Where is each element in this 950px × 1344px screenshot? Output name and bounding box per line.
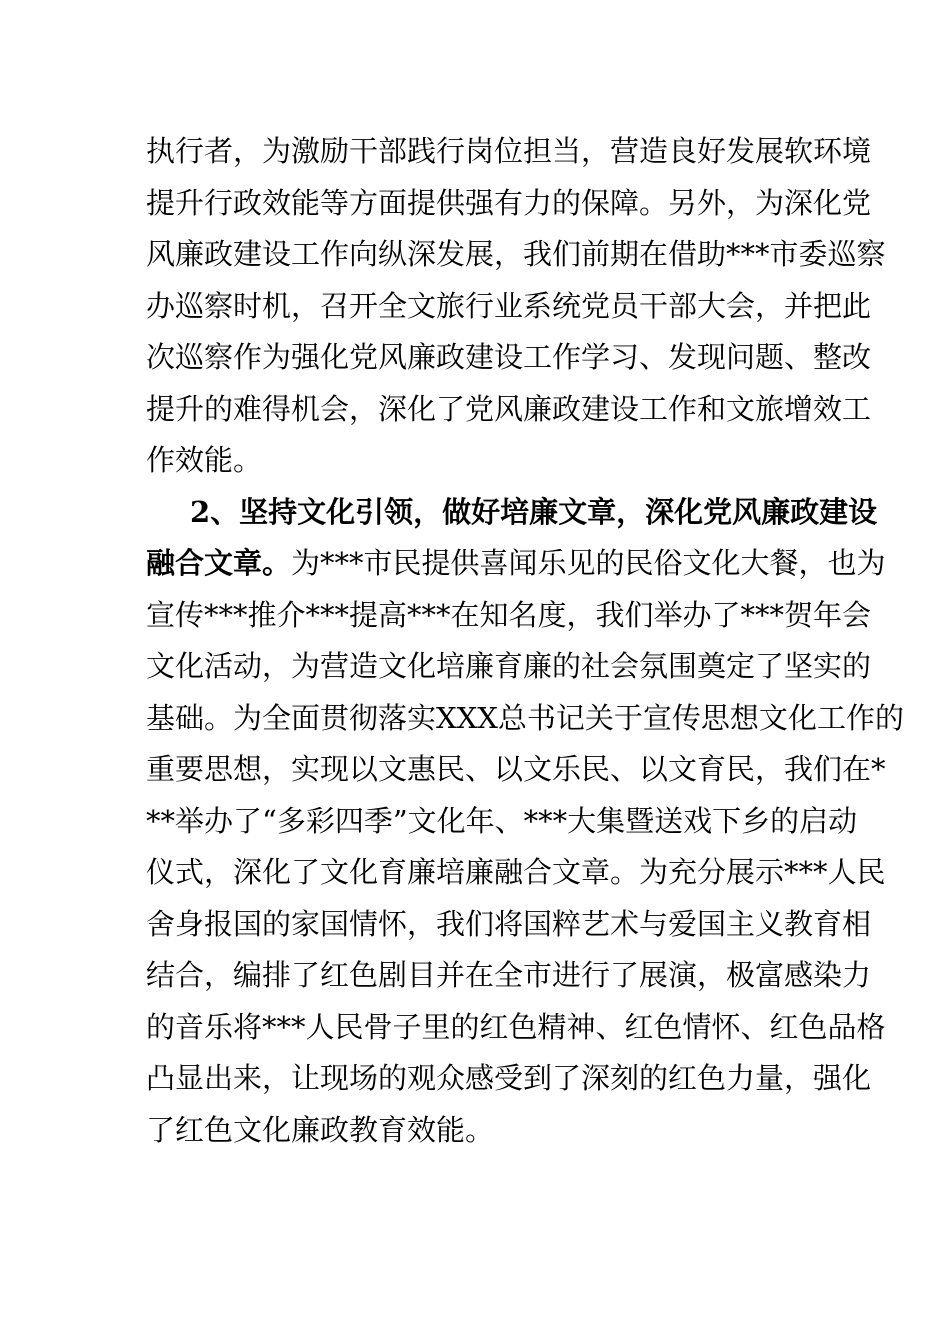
paragraph1-line-2: 提升行政效能等方面提供强有力的保障。另外，为深化党 [146, 186, 872, 220]
paragraph2-heading-line-2 [146, 538, 886, 588]
paragraph2-heading-line-1: 2、坚持文化引领，做好培廉文章，深化党风廉政建设 [190, 495, 878, 529]
paragraph2-line-11: 了红色文化廉政教育效能。 [146, 1113, 495, 1147]
paragraph2-line-9: 的音乐将***人民骨子里的红色精神、红色情怀、红色品格 [146, 1010, 886, 1044]
paragraph2-line-5: **举办了“多彩四季”文化年、***大集暨送戏下乡的启动 [146, 804, 858, 838]
paragraph2-line-1: 宣传***推介***提高***在知名度，我们举办了***贺年会 [146, 598, 872, 632]
paragraph2-line-4: 重要思想，实现以文惠民、以文乐民、以文育民，我们在* [146, 752, 886, 786]
paragraph1-line-4: 办巡察时机，召开全文旅行业系统党员干部大会，并把此 [146, 289, 872, 323]
paragraph1-line-7: 作效能。 [146, 443, 263, 477]
paragraph2-line-8: 结合，编排了红色剧目并在全市进行了展演，极富感染力 [146, 958, 872, 992]
paragraph2-line-3: 基础。为全面贯彻落实XXX总书记关于宣传思想文化工作的 [146, 701, 904, 735]
paragraph1-line-6: 提升的难得机会，深化了党风廉政建设工作和文旅增效工 [146, 392, 872, 426]
paragraph2-line-7: 舍身报国的家国情怀，我们将国粹艺术与爱国主义教育相 [146, 907, 872, 941]
paragraph2-heading-line-2-text: 为***市民提供喜闻乐见的民俗文化大餐，也为 [291, 546, 886, 580]
paragraph1-line-3: 风廉政建设工作向纵深发展，我们前期在借助***市委巡察 [146, 237, 886, 271]
paragraph2-line-2: 文化活动，为营造文化培廉育廉的社会氛围奠定了坚实的 [146, 649, 872, 683]
paragraph2-line-6: 仪式，深化了文化育廉培廉融合文章。为充分展示***人民 [146, 855, 886, 889]
paragraph2-line-10: 凸显出来，让现场的观众感受到了深刻的红色力量，强化 [146, 1061, 872, 1095]
paragraph1-line-1: 执行者，为激励干部践行岗位担当，营造良好发展软环境 [146, 134, 872, 168]
paragraph1-line-5: 次巡察作为强化党风廉政建设工作学习、发现问题、整改 [146, 340, 872, 374]
paragraph2-heading-title-end: 融合文章。 [146, 546, 292, 580]
